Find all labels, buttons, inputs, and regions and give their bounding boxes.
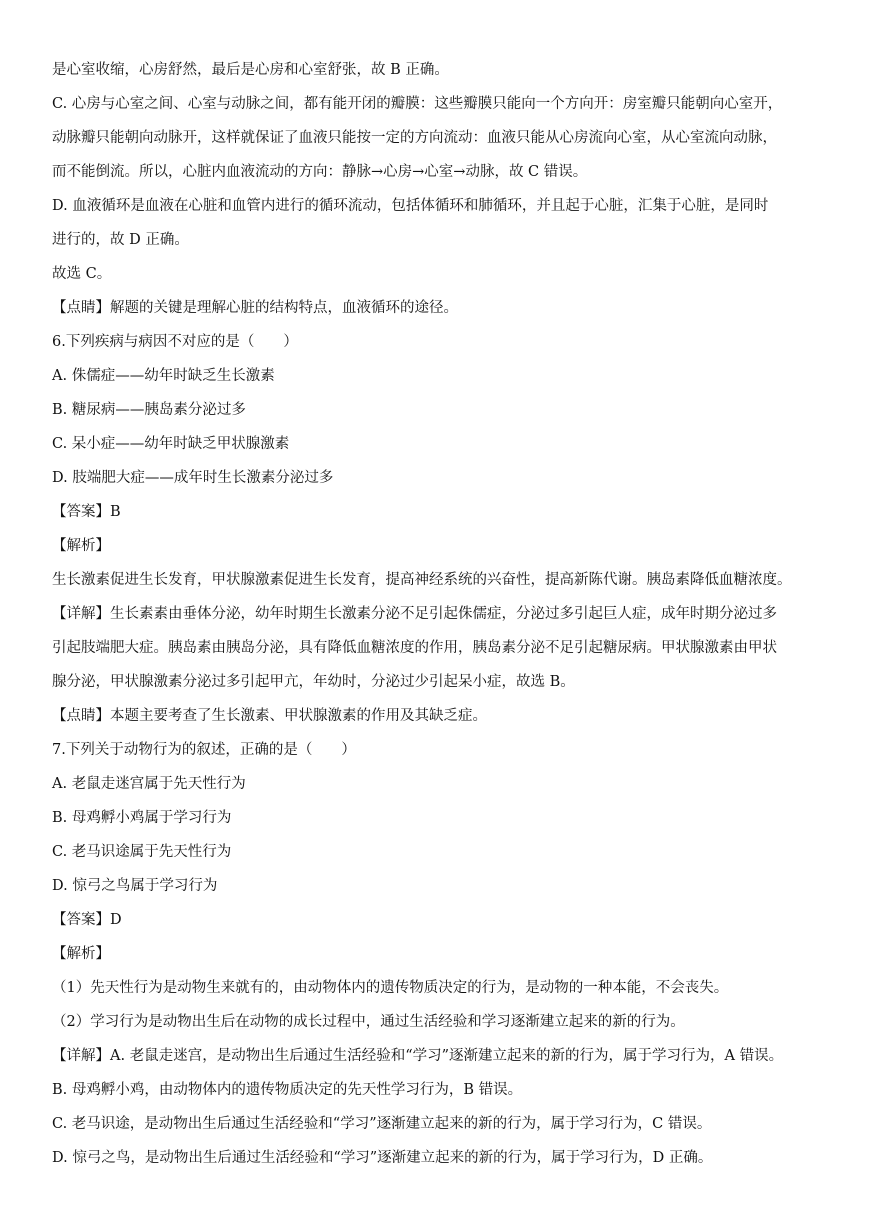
text-line: D. 血液循环是血液在心脏和血管内进行的循环流动，包括体循环和肺循环，并且起于心脏，汇集于心脏，是同时 xyxy=(52,198,769,214)
option-d: D. 肢端肥大症——成年时生长激素分泌过多 xyxy=(52,470,334,486)
analysis-heading: 【解析】 xyxy=(52,946,110,962)
option-b: B. 母鸡孵小鸡属于学习行为 xyxy=(52,810,232,826)
text-line: 生长激素促进生长发育，甲状腺激素促进生长发育，提高神经系统的兴奋性，提高新陈代谢。胰岛素降低血糖浓度。 xyxy=(52,572,792,588)
text-line: C. 心房与心室之间、心室与动脉之间，都有能开闭的瓣膜：这些瓣膜只能向一个方向开：房室瓣只能朝向心室开， xyxy=(52,96,783,112)
question-title: 6.下列疾病与病因不对应的是（ ） xyxy=(52,334,298,350)
detail-line: 【详解】A. 老鼠走迷宫，是动物出生后通过生活经验和“学习”逐渐建立起来的新的行为，属于学习行为，A 错误。 xyxy=(52,1048,784,1064)
option-a: A. 老鼠走迷宫属于先天性行为 xyxy=(52,776,246,792)
answer-line: 【答案】B xyxy=(52,504,121,520)
text-line: （2）学习行为是动物出生后在动物的成长过程中，通过生活经验和学习逐渐建立起来的新的行为。 xyxy=(52,1014,685,1030)
text-line: （1）先天性行为是动物生来就有的，由动物体内的遗传物质决定的行为，是动物的一种本能，不会丧失。 xyxy=(52,980,729,996)
option-b: B. 糖尿病——胰岛素分泌过多 xyxy=(52,402,246,418)
option-a: A. 侏儒症——幼年时缺乏生长激素 xyxy=(52,368,275,384)
detail-line: 【详解】生长素素由垂体分泌，幼年时期生长激素分泌不足引起侏儒症，分泌过多引起巨人症，成年时期分泌过多 xyxy=(52,606,777,622)
answer-line: 【答案】D xyxy=(52,912,122,928)
question-title: 7.下列关于动物行为的叙述，正确的是（ ） xyxy=(52,742,356,758)
text-line: 故选 C。 xyxy=(52,266,112,282)
option-c: C. 老马识途属于先天性行为 xyxy=(52,844,232,860)
text-line: B. 母鸡孵小鸡，由动物体内的遗传物质决定的先天性学习行为，B 错误。 xyxy=(52,1082,523,1098)
key-point-line: 【点睛】解题的关键是理解心脏的结构特点，血液循环的途径。 xyxy=(52,300,458,316)
text-line: C. 老马识途，是动物出生后通过生活经验和“学习”逐渐建立起来的新的行为，属于学习行为，C 错误。 xyxy=(52,1116,712,1132)
text-line: 引起肢端肥大症。胰岛素由胰岛分泌，具有降低血糖浓度的作用，胰岛素分泌不足引起糖尿病。甲状腺激素由甲状 xyxy=(52,640,777,656)
text-line: 而不能倒流。所以，心脏内血液流动的方向：静脉→心房→心室→动脉，故 C 错误。 xyxy=(52,164,588,180)
text-line: 是心室收缩，心房舒然，最后是心房和心室舒张，故 B 正确。 xyxy=(52,62,449,78)
text-line: 动脉瓣只能朝向动脉开，这样就保证了血液只能按一定的方向流动：血液只能从心房流向心室，从心室流向动脉， xyxy=(52,130,777,146)
text-line: 进行的，故 D 正确。 xyxy=(52,232,189,248)
key-point-line: 【点睛】本题主要考查了生长激素、甲状腺激素的作用及其缺乏症。 xyxy=(52,708,487,724)
text-line: 腺分泌，甲状腺激素分泌过多引起甲亢，年幼时，分泌过少引起呆小症，故选 B。 xyxy=(52,674,575,690)
analysis-heading: 【解析】 xyxy=(52,538,110,554)
option-c: C. 呆小症——幼年时缺乏甲状腺激素 xyxy=(52,436,290,452)
text-line: D. 惊弓之鸟，是动物出生后通过生活经验和“学习”逐渐建立起来的新的行为，属于学习行为，D 正确。 xyxy=(52,1150,713,1166)
option-d: D. 惊弓之鸟属于学习行为 xyxy=(52,878,218,894)
